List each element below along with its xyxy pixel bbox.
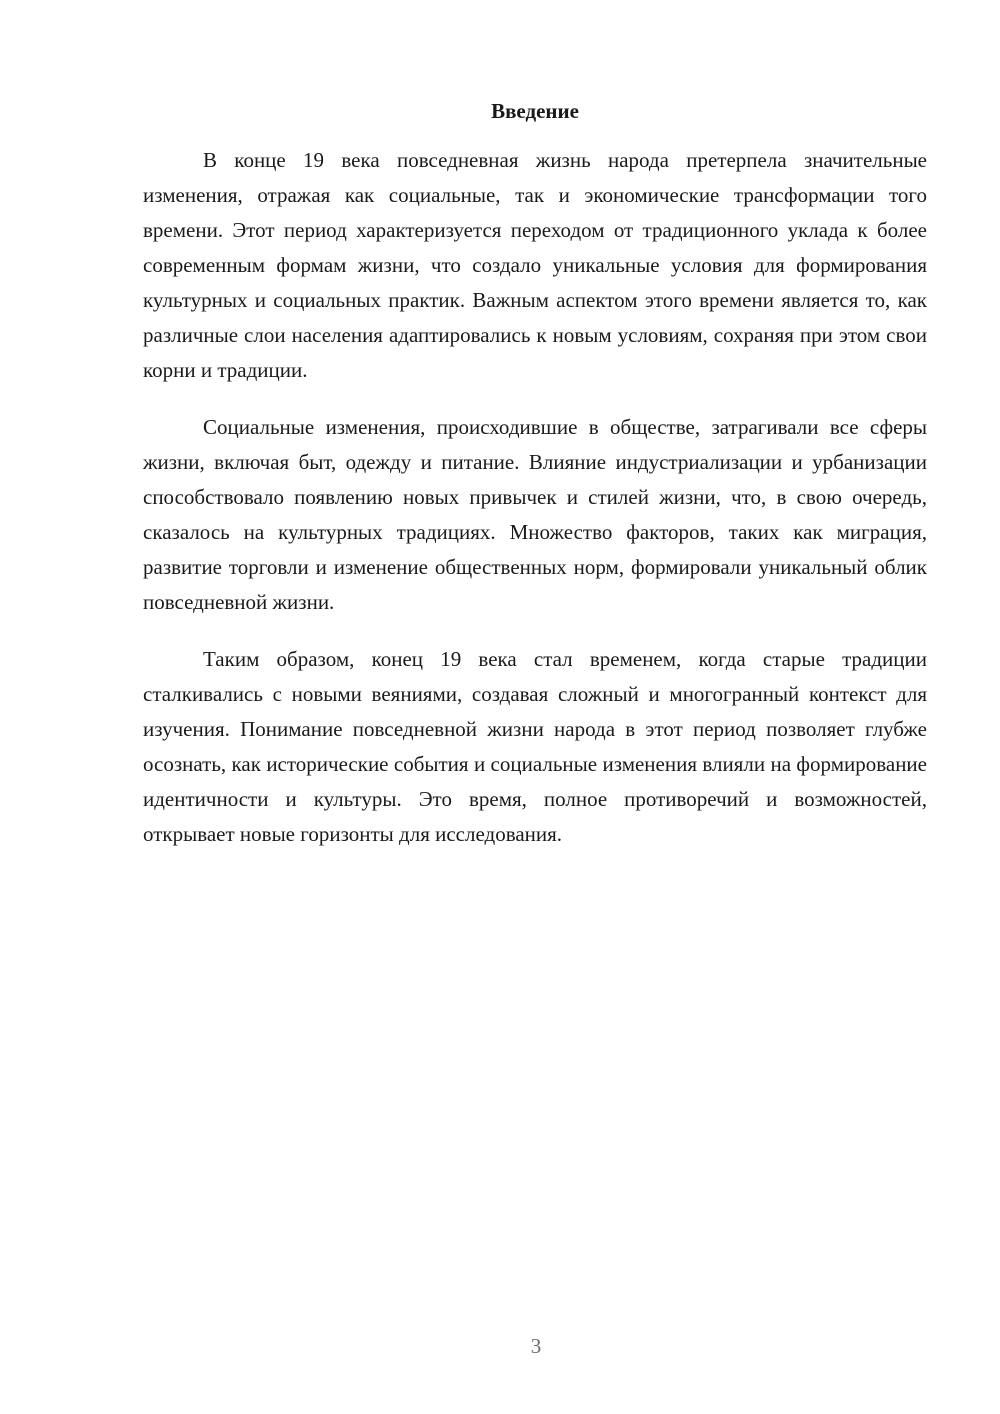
paragraph-2: Социальные изменения, происходившие в обществе, затрагивали все сферы жизни, включая быт, одежду и питание. Влияние индустриализации и урбанизации способствовало появлению новых привычек и стилей жизни, что, в свою очередь, сказалось на культурных традициях. Множество факторов, таких как миграция, развитие торговли и изменение общественных норм, формировали уникальный облик повседневной жизни.: [143, 415, 927, 614]
section-heading: Введение: [491, 99, 579, 123]
page-number: 3: [530, 1334, 542, 1358]
paragraph-1: В конце 19 века повседневная жизнь народа претерпела значительные изменения, отражая как социальные, так и экономические трансформации того времени. Этот период характеризуется переходом от традиционного уклада к более современным формам жизни, что создало уникальные условия для формирования культурных и социальных практик. Важным аспектом этого времени является то, как различные слои населения адаптировались к новым условиям, сохраняя при этом свои корни и традиции.: [143, 148, 927, 382]
paragraph-3: Таким образом, конец 19 века стал временем, когда старые традиции сталкивались с новыми веяниями, создавая сложный и многогранный контекст для изучения. Понимание повседневной жизни народа в этот период позволяет глубже осознать, как исторические события и социальные изменения влияли на формирование идентичности и культуры. Это время, полное противоречий и возможностей, открывает новые горизонты для исследования.: [143, 647, 927, 846]
page-content: [143, 96, 927, 874]
